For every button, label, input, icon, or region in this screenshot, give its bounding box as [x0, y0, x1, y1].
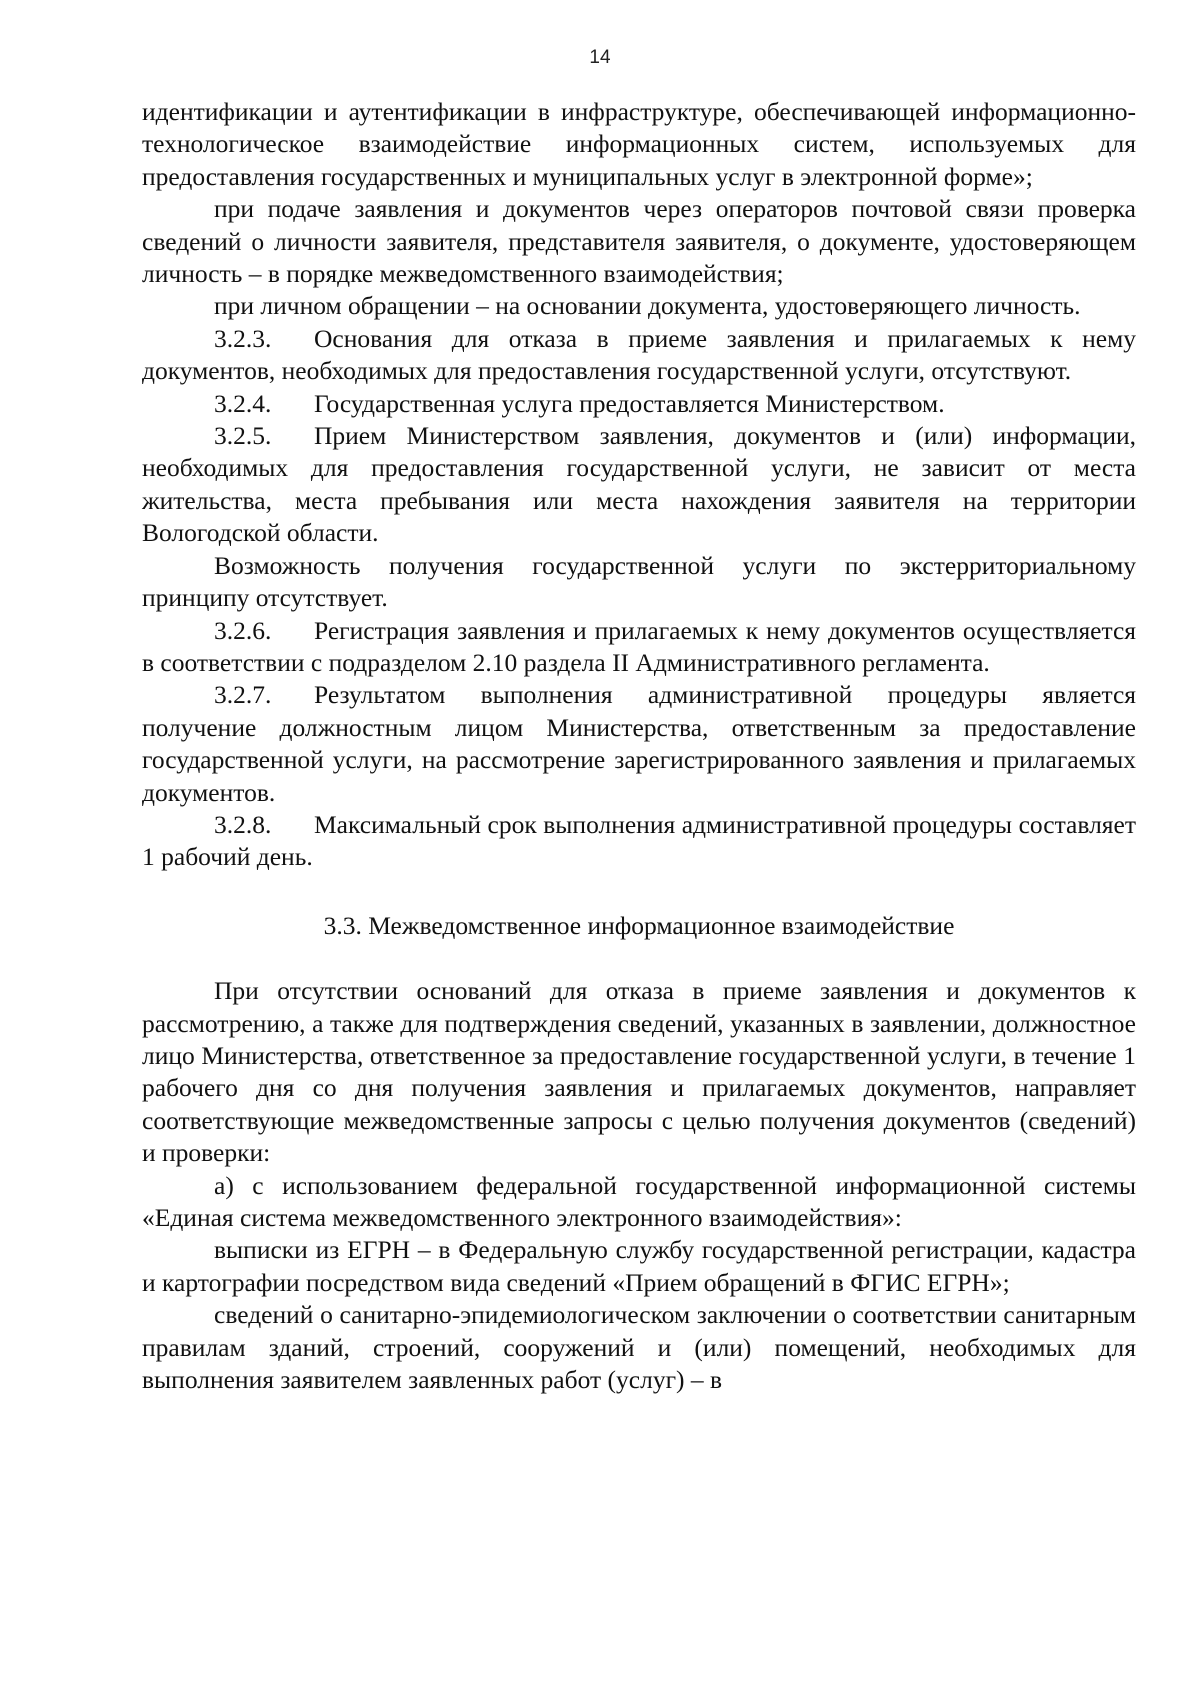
clause-3-2-6 — [142, 615, 1136, 680]
clause-number: 3.2.5. — [214, 421, 272, 451]
clause-text: Государственная услуга предоставляется Министерством. — [314, 388, 945, 418]
document-body — [142, 96, 1136, 1396]
clause-3-2-7 — [142, 679, 1136, 809]
clause-3-2-4 — [142, 388, 1136, 420]
paragraph-postal-submission: при подаче заявления и документов через операторов почтовой связи проверка сведений о личности заявителя, представителя заявителя, о документе, удостоверяющем личность – в порядке межведомственного взаимодействия; — [142, 194, 1136, 289]
paragraph-egrn-extract: выписки из ЕГРН – в Федеральную службу государственной регистрации, кадастра и картографии посредством вида сведений «Прием обращений в ФГИС ЕГРН»; — [142, 1235, 1136, 1297]
paragraph-identification: идентификации и аутентификации в инфраструктуре, обеспечивающей информационно-технологическое взаимодействие информационных систем, используемых для предоставления государственных и муниципальных услуг в электронной форме»; — [142, 97, 1136, 191]
paragraph-sanitary-conclusion: сведений о санитарно-эпидемиологическом заключении о соответствии санитарным правилам зданий, строений, сооружений и (или) помещений, необходимых для выполнения заявителем заявленных работ (услуг) – в — [142, 1300, 1136, 1395]
section-heading-3-3: 3.3. Межведомственное информационное взаимодействие — [323, 910, 955, 940]
clause-number: 3.2.6. — [214, 615, 272, 645]
clause-3-2-3 — [142, 323, 1136, 388]
clause-text: Основания для отказа в приеме заявления и прилагаемых к нему документов, необходимых для предоставления государственной услуги, отсутствуют. — [142, 323, 1136, 386]
clause-text: Регистрация заявления и прилагаемых к нему документов осуществляется в соответствии с подразделом 2.10 раздела II Административного регламента. — [142, 615, 1136, 677]
paragraph-extraterritorial: Возможность получения государственной услуги по экстерриториальному принципу отсутствует. — [142, 550, 1136, 613]
paragraph-item-a: а) с использованием федеральной государственной информационной системы «Единая система межведомственного электронного взаимодействия»: — [142, 1170, 1136, 1232]
page-number: 14 — [589, 47, 611, 68]
clause-number: 3.2.8. — [214, 809, 272, 839]
clause-3-2-8 — [142, 809, 1136, 874]
clause-text: Результатом выполнения административной процедуры является получение должностным лицом Министерства, ответственным за предоставление государственной услуги, на рассмотрение зарегистрированного заявления и прилагаемых документов. — [142, 680, 1136, 807]
clause-text: Максимальный срок выполнения административной процедуры составляет 1 рабочий день. — [142, 809, 1136, 872]
clause-number: 3.2.3. — [214, 323, 272, 353]
paragraph-interagency-requests: При отсутствии оснований для отказа в приеме заявления и документов к рассмотрению, а также для подтверждения сведений, указанных в заявлении, должностное лицо Министерства, ответственное за предоставление государственной услуги, в течение 1 рабочего дня со дня получения заявления и прилагаемых документов, направляет соответствующие межведомственные запросы с целью получения документов (сведений) и проверки: — [142, 976, 1136, 1168]
clause-text: Прием Министерством заявления, документов и (или) информации, необходимых для предоставления государственной услуги, не зависит от места жительства, места пребывания или места нахождения заявителя на территории Вологодской области. — [142, 421, 1136, 548]
clause-number: 3.2.4. — [214, 388, 272, 418]
paragraph-personal-visit: при личном обращении – на основании документа, удостоверяющего личность. — [214, 291, 1081, 321]
clause-number: 3.2.7. — [214, 680, 272, 710]
clause-3-2-5 — [142, 420, 1136, 550]
